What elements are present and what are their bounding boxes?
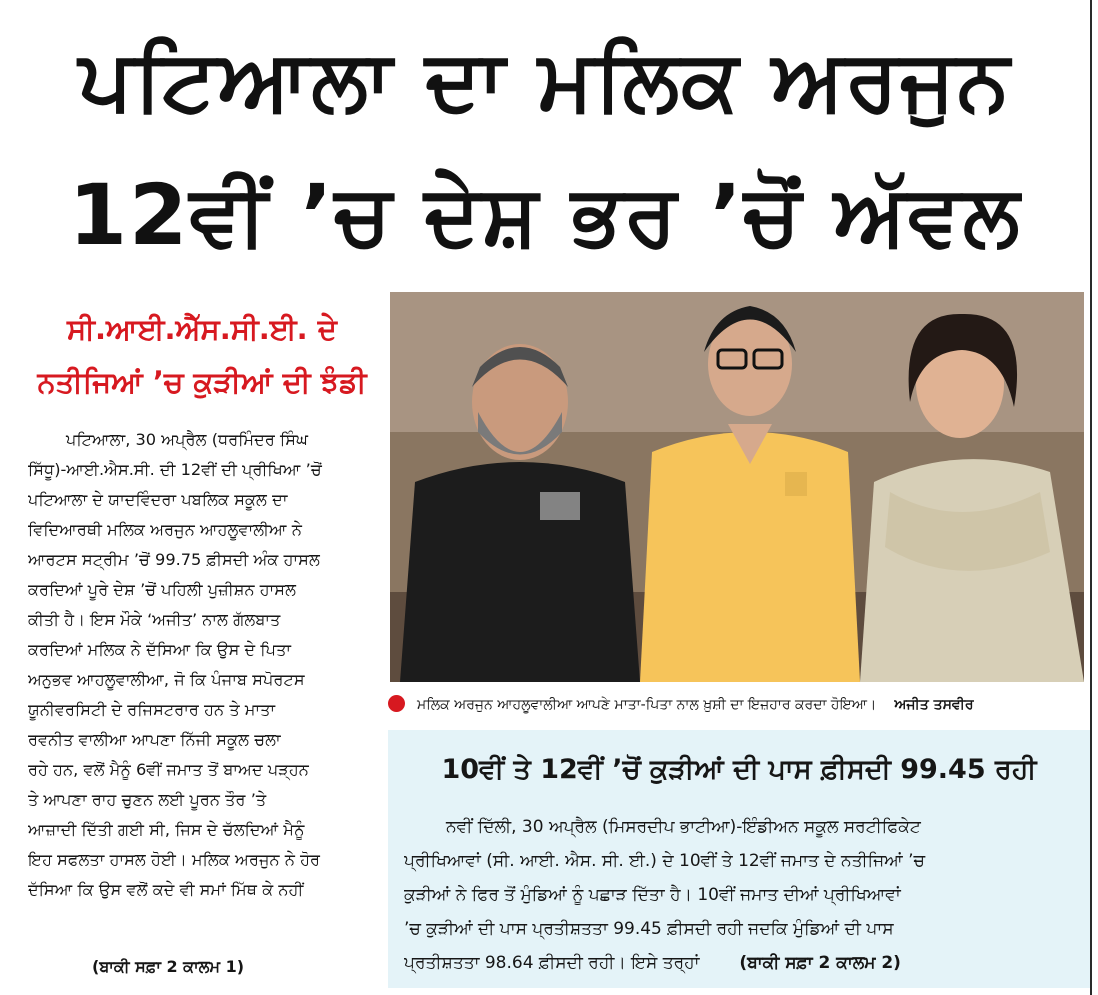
story-line: ਕਰਦਿਆਂ ਪੂਰੇ ਦੇਸ਼ ’ਚੋਂ ਪਹਿਲੀ ਪੁਜ਼ੀਸ਼ਨ ਹਾਸਲ <box>28 580 297 599</box>
photo-illustration <box>390 292 1084 682</box>
family-photo <box>390 292 1084 682</box>
story-line: ਵਿਦਿਆਰਥੀ ਮਲਿਕ ਅਰਜੁਨ ਆਹਲੂਵਾਲੀਆ ਨੇ <box>28 520 302 539</box>
results-headline: 10ਵੀਂ ਤੇ 12ਵੀਂ ’ਚੋਂ ਕੁੜੀਆਂ ਦੀ ਪਾਸ ਫ਼ੀਸਦੀ 99.45 ਰਹੀ <box>441 754 1037 785</box>
left-story-body <box>28 425 380 905</box>
photo-caption <box>388 690 1088 720</box>
results-body <box>404 810 1076 980</box>
story-line-text: ਪ੍ਰਤੀਸ਼ਤਤਾ 98.64 ਫ਼ੀਸਦੀ ਰਹੀ। ਇਸੇ ਤਰ੍ਹਾਂ <box>404 953 700 973</box>
story-line-last <box>404 946 1076 980</box>
story-line: ਰਵਨੀਤ ਵਾਲੀਆ ਆਪਣਾ ਨਿੱਜੀ ਸਕੂਲ ਚਲਾ <box>28 730 281 749</box>
story-line: ਕੀਤੀ ਹੈ। ਇਸ ਮੌਕੇ ‘ਅਜੀਤ’ ਨਾਲ ਗੱਲਬਾਤ <box>28 610 281 629</box>
story-line: ਆਰਟਸ ਸਟ੍ਰੀਮ ’ਚੋਂ 99.75 ਫ਼ੀਸਦੀ ਅੰਕ ਹਾਸਲ <box>28 550 320 569</box>
subheadline-line-2: ਨਤੀਜਿਆਂ ’ਚ ਕੁੜੀਆਂ ਦੀ ਝੰਡੀ <box>37 365 367 399</box>
story-line: ਯੂਨੀਵਰਸਿਟੀ ਦੇ ਰਜਿਸਟਰਾਰ ਹਨ ਤੇ ਮਾਤਾ <box>28 700 276 719</box>
column-rule <box>1090 0 1092 995</box>
story-line: ਰਹੇ ਹਨ, ਵਲੋਂ ਮੈਨੂੰ 6ਵੀਂ ਜਮਾਤ ਤੋਂ ਬਾਅਦ ਪੜ੍ਹਨ <box>28 760 309 779</box>
results-story-box <box>388 730 1090 988</box>
continued-notice-right: (ਬਾਕੀ ਸਫ਼ਾ 2 ਕਾਲਮ 2) <box>739 953 901 973</box>
story-line: ਸਿੱਧੂ)-ਆਈ.ਐਸ.ਸੀ. ਦੀ 12ਵੀਂ ਦੀ ਪ੍ਰੀਖਿਆ ’ਚੋਂ <box>28 460 322 479</box>
subheadline-line-1: ਸੀ.ਆਈ.ਐੱਸ.ਸੀ.ਈ. ਦੇ <box>66 312 337 346</box>
story-line: ਆਜ਼ਾਦੀ ਦਿੱਤੀ ਗਈ ਸੀ, ਜਿਸ ਦੇ ਚੱਲਦਿਆਂ ਮੈਨੂੰ <box>28 820 305 839</box>
story-line: ਪਟਿਆਲਾ ਦੇ ਯਾਦਵਿੰਦਰਾ ਪਬਲਿਕ ਸਕੂਲ ਦਾ <box>28 490 288 509</box>
main-headline-line-2: 12ਵੀਂ ’ਚ ਦੇਸ਼ ਭਰ ’ਚੋਂ ਅੱਵਲ <box>68 166 1022 264</box>
story-line: ’ਚ ਕੁੜੀਆਂ ਦੀ ਪਾਸ ਪ੍ਰਤੀਸ਼ਤਤਾ 99.45 ਫ਼ੀਸਦੀ ਰਹੀ ਜਦਕਿ ਮੁੰਡਿਆਂ ਦੀ ਪਾਸ <box>404 919 894 939</box>
story-line: ਪਟਿਆਲਾ, 30 ਅਪ੍ਰੈਲ (ਧਰਮਿੰਦਰ ਸਿੰਘ <box>66 430 309 449</box>
story-line: ਕਰਦਿਆਂ ਮਲਿਕ ਨੇ ਦੱਸਿਆ ਕਿ ਉਸ ਦੇ ਪਿਤਾ <box>28 640 292 659</box>
story-line: ਇਹ ਸਫਲਤਾ ਹਾਸਲ ਹੋਈ। ਮਲਿਕ ਅਰਜੁਨ ਨੇ ਹੋਰ <box>28 850 321 869</box>
continued-notice-left: (ਬਾਕੀ ਸਫ਼ਾ 2 ਕਾਲਮ 1) <box>92 957 245 976</box>
photo-credit: ਅਜੀਤ ਤਸਵੀਰ <box>894 697 974 713</box>
story-line: ਤੇ ਆਪਣਾ ਰਾਹ ਚੁਣਨ ਲਈ ਪੂਰਨ ਤੌਰ ’ਤੇ <box>28 790 267 809</box>
story-line: ਪ੍ਰੀਖਿਆਵਾਂ (ਸੀ. ਆਈ. ਐਸ. ਸੀ. ਈ.) ਦੇ 10ਵੀਂ ਤੇ 12ਵੀਂ ਜਮਾਤ ਦੇ ਨਤੀਜਿਆਂ ’ਚ <box>404 851 925 871</box>
story-line: ਕੁੜੀਆਂ ਨੇ ਫਿਰ ਤੋਂ ਮੁੰਡਿਆਂ ਨੂੰ ਪਛਾੜ ਦਿੱਤਾ ਹੈ। 10ਵੀਂ ਜਮਾਤ ਦੀਆਂ ਪ੍ਰੀਖਿਆਵਾਂ <box>404 885 901 905</box>
story-line: ਦੱਸਿਆ ਕਿ ਉਸ ਵਲੋਂ ਕਦੇ ਵੀ ਸਮਾਂ ਮਿੱਥ ਕੇ ਨਹੀਂ <box>28 880 304 899</box>
story-line: ਅਨੁਭਵ ਆਹਲੂਵਾਲੀਆ, ਜੋ ਕਿ ਪੰਜਾਬ ਸਪੋਰਟਸ <box>28 670 305 689</box>
bullet-icon <box>388 695 405 712</box>
story-line: ਨਵੀਂ ਦਿੱਲੀ, 30 ਅਪ੍ਰੈਲ (ਮਿਸਰਦੀਪ ਭਾਟੀਆ)-ਇੰਡੀਅਨ ਸਕੂਲ ਸਰਟੀਫਿਕੇਟ <box>446 817 921 837</box>
caption-text: ਮਲਿਕ ਅਰਜੁਨ ਆਹਲੂਵਾਲੀਆ ਆਪਣੇ ਮਾਤਾ-ਪਿਤਾ ਨਾਲ ਖ਼ੁਸ਼ੀ ਦਾ ਇਜ਼ਹਾਰ ਕਰਦਾ ਹੋਇਆ। <box>417 697 877 713</box>
main-headline-line-1: ਪਟਿਆਲਾ ਦਾ ਮਲਿਕ ਅਰਜੁਨ <box>78 31 1012 129</box>
